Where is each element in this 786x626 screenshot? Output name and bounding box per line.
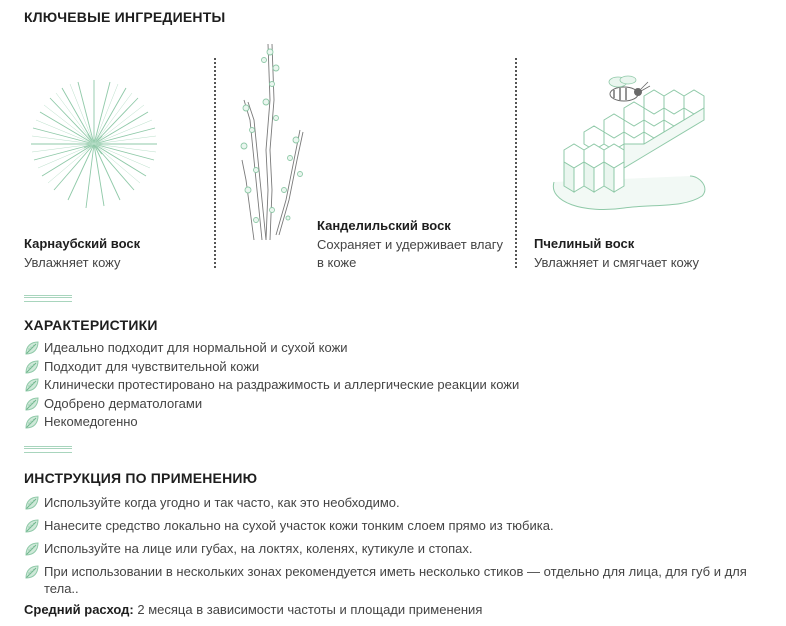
usage-line <box>24 602 482 617</box>
leaf-icon <box>24 377 40 393</box>
usage-label: Средний расход: <box>24 602 134 617</box>
palm-leaf-illustration <box>28 78 160 210</box>
list-item: Некомедогенно <box>24 413 764 432</box>
ingredient-desc-carnauba: Увлажняет кожу <box>24 255 121 270</box>
section-divider-1 <box>24 295 72 302</box>
leaf-icon <box>24 414 40 430</box>
list-item: Подходит для чувствительной кожи <box>24 358 764 377</box>
candelilla-plant-illustration <box>226 40 316 245</box>
leaf-icon <box>24 518 40 534</box>
list-item: Используйте на лице или губах, на локтях, коленях, кутикуле и стопах. <box>24 540 754 557</box>
ingredients-title: КЛЮЧЕВЫЕ ИНГРЕДИЕНТЫ <box>24 9 226 25</box>
features-title: ХАРАКТЕРИСТИКИ <box>24 317 158 333</box>
leaf-icon <box>24 359 40 375</box>
honeycomb-bee-illustration <box>544 72 710 218</box>
leaf-icon <box>24 495 40 511</box>
list-item: Идеально подходит для нормальной и сухой кожи <box>24 339 764 358</box>
list-item: Нанесите средство локально на сухой участок кожи тонким слоем прямо из тюбика. <box>24 517 754 534</box>
leaf-icon <box>24 340 40 356</box>
ingredient-name-beeswax: Пчелиный воск <box>534 236 635 251</box>
list-item: Используйте когда угодно и так часто, как это необходимо. <box>24 494 754 511</box>
usage-value: 2 месяца в зависимости частоты и площади применения <box>137 602 483 617</box>
list-item: При использовании в нескольких зонах рекомендуется иметь несколько стиков — отдельно для лица, для губ и для тела.. <box>24 563 754 597</box>
section-divider-2 <box>24 446 72 453</box>
features-list <box>24 339 764 432</box>
ingredient-name-carnauba: Карнаубский воск <box>24 236 141 251</box>
list-item: Клинически протестировано на раздражимость и аллергические реакции кожи <box>24 376 764 395</box>
ingredient-desc-beeswax: Увлажняет и смягчает кожу <box>534 255 699 270</box>
divider-2 <box>515 58 517 268</box>
leaf-icon <box>24 541 40 557</box>
instructions-list <box>24 494 754 597</box>
divider-1 <box>214 58 216 268</box>
list-item: Одобрено дерматологами <box>24 395 764 414</box>
instructions-title: ИНСТРУКЦИЯ ПО ПРИМЕНЕНИЮ <box>24 470 258 486</box>
ingredient-name-candelilla: Канделильский воск <box>317 218 451 233</box>
leaf-icon <box>24 564 40 580</box>
leaf-icon <box>24 396 40 412</box>
ingredient-desc-candelilla: Сохраняет и удерживает влагу в коже <box>317 237 503 270</box>
